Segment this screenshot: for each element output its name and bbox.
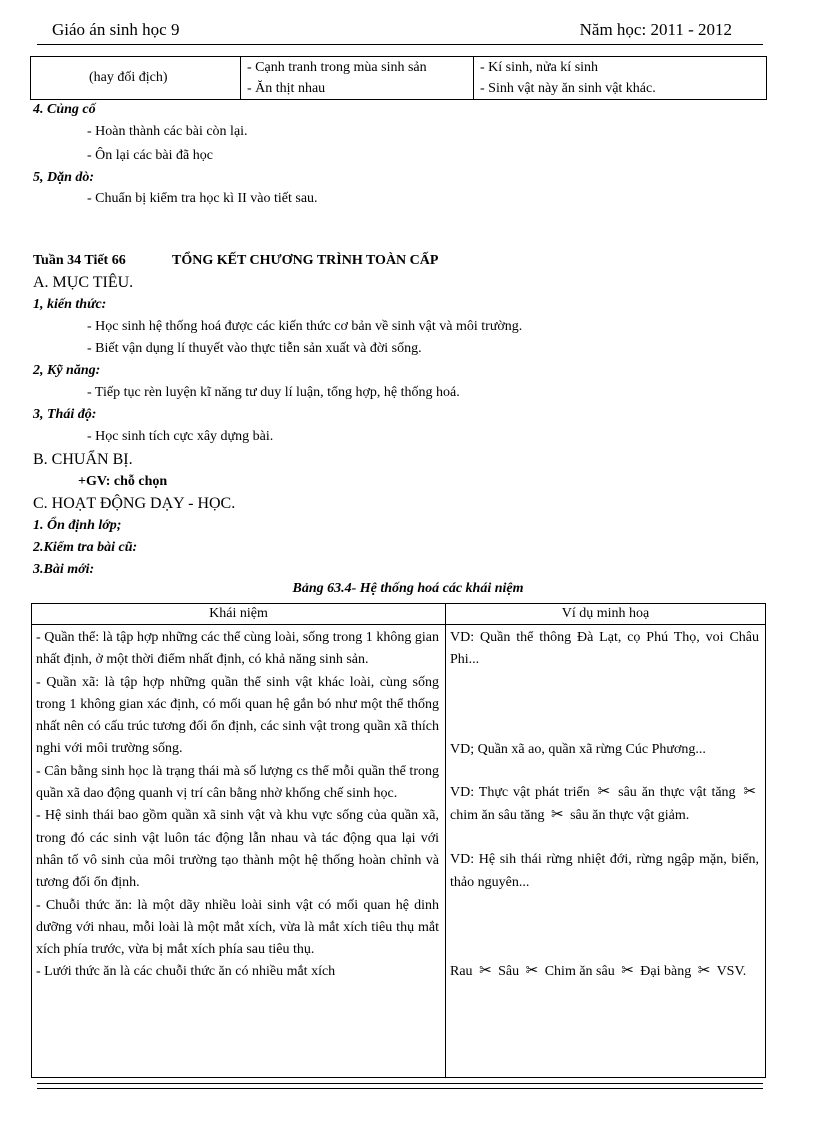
list-item: - Tiếp tục rèn luyện kĩ năng tư duy lí luận, tổng hợp, hệ thống hoá. [87,385,460,400]
scissors-icon: ✂ [697,963,711,980]
list-item: - Học sinh tích cực xây dựng bài. [87,429,274,444]
table-row [32,625,766,1078]
list-item: - Biết vận dụng lí thuyết vào thực tiễn sản xuất và đời sống. [87,341,422,356]
lesson-title: TỔNG KẾT CHƯƠNG TRÌNH TOÀN CẤP [172,253,439,268]
step-1: 1. Ổn định lớp; [33,518,122,533]
subheading-kien-thuc: 1, kiến thức: [33,297,107,312]
table-cell: - Ăn thịt nhau [241,78,474,100]
example-text: sâu ăn thực vật giảm. [570,808,690,824]
examples-cell [446,625,766,1078]
page-header [52,18,732,44]
example-biological-balance [450,781,759,828]
list-item: - Ôn lại các bài đã học [87,148,213,163]
relationship-table-fragment [30,56,767,100]
section-heading-cung-co: 4. Củng cố [33,102,96,117]
scissors-icon: ✂ [550,807,564,824]
table-cell: (hay đối địch) [31,57,241,100]
column-header-example: Ví dụ minh hoạ [446,604,766,625]
lesson-week: Tuần 34 Tiết 66 [33,253,126,268]
scissors-icon: ✂ [525,963,539,980]
example-text: Chim ăn sâu [544,964,615,980]
header-divider [37,44,763,45]
table-header-row [32,604,766,625]
scissors-icon: ✂ [621,963,634,980]
concept-ecosystem: - Hệ sinh thái bao gồm quần xã sinh vật và khu vực sống của quần xã, trong đó các sinh vật luôn tác động lẫn nhau và tác động qua lại với nhân tố vô sinh của môi trường tạo thành một hệ thống hoàn chỉnh và tương đối ổn định. [36,808,439,891]
scissors-icon: ✂ [597,783,611,800]
concept-biological-balance: - Cân bằng sinh học là trạng thái mà số lượng cs thể mỗi quần thể trong quần xã dao động quanh vị trí cân bằng nhờ khống chế sinh học. [36,763,439,802]
teacher-prep: +GV: chỗ chọn [78,474,168,489]
example-text: Đại bàng [640,964,692,980]
example-population: VD: Quần thể thông Đà Lạt, cọ Phú Thọ, voi Châu Phi... [450,630,759,668]
section-heading-dan-do: 5, Dặn dò: [33,170,95,185]
subheading-thai-do: 3, Thái độ: [33,407,97,422]
footer-divider [37,1088,763,1089]
table-cell: - Kí sinh, nửa kí sinh [474,57,767,79]
example-text: VSV. [716,964,747,980]
section-heading-muc-tieu: A. MỤC TIÊU. [33,274,134,291]
scissors-icon: ✂ [743,783,757,800]
list-item: - Chuẩn bị kiểm tra học kì II vào tiết sau. [87,191,318,206]
header-subject: Giáo án sinh học 9 [52,20,180,39]
example-ecosystem: VD: Hệ sih thái rừng nhiệt đới, rừng ngập mặn, biển, thảo nguyên... [450,852,759,890]
step-3: 3.Bài mới: [33,562,95,577]
example-text: Rau [450,964,473,980]
concepts-cell [32,625,446,1078]
section-heading-hoat-dong: C. HOẠT ĐỘNG DẠY - HỌC. [33,495,236,512]
table-cell: - Sinh vật này ăn sinh vật khác. [474,78,767,100]
column-header-concept: Khái niệm [32,604,446,625]
section-heading-chuan-bi: B. CHUẨN BỊ. [33,451,133,468]
scissors-icon: ✂ [479,963,492,980]
example-text: sâu ăn thực vật tăng [618,784,736,800]
concept-food-web: - Lưới thức ăn là các chuỗi thức ăn có nhiều mắt xích [36,964,336,980]
step-2: 2.Kiểm tra bài cũ: [33,540,138,555]
list-item: - Hoàn thành các bài còn lại. [87,124,248,139]
concept-table [31,603,766,1078]
example-community: VD; Quần xã ao, quần xã rừng Cúc Phương... [450,741,706,757]
concept-food-chain: - Chuỗi thức ăn: là một dãy nhiều loài sinh vật có mối quan hệ dinh dưỡng với nhau, mỗi loài là một mắt xích, vừa là mắt xích tiêu thụ mắt xích phía trước, vừa bị mắt xích phía sau tiêu thụ. [36,897,439,958]
concept-population: - Quần thể: là tập hợp những các thể cùng loài, sống trong 1 không gian nhất định, ở một thời điểm nhất định, có khả năng sinh sản. [36,630,439,668]
table-caption: Bảng 63.4- Hệ thống hoá các khái niệm [292,581,524,596]
footer-divider [37,1083,763,1084]
table-cell: - Cạnh tranh trong mùa sinh sản [241,57,474,79]
concept-community: - Quần xã: là tập hợp những quần thể sinh vật khác loài, cùng sống trong 1 không gian xác định, có mối quan hệ gắn bó như một thể thống nhất nên có cấu trúc tương đối ổn định, các sinh vật trong quần xã thích nghi với môi trường sống. [36,674,439,757]
example-text: VD: Thực vật phát triển [450,784,590,800]
table-row [31,57,767,79]
subheading-ky-nang: 2, Kỹ năng: [33,363,101,378]
example-text: Sâu [498,964,520,980]
header-school-year: Năm học: 2011 - 2012 [579,20,732,39]
example-text: chim ăn sâu tăng [450,808,545,824]
list-item: - Học sinh hệ thống hoá được các kiến thức cơ bản về sinh vật và môi trường. [87,319,523,334]
example-food-chain [450,960,759,983]
